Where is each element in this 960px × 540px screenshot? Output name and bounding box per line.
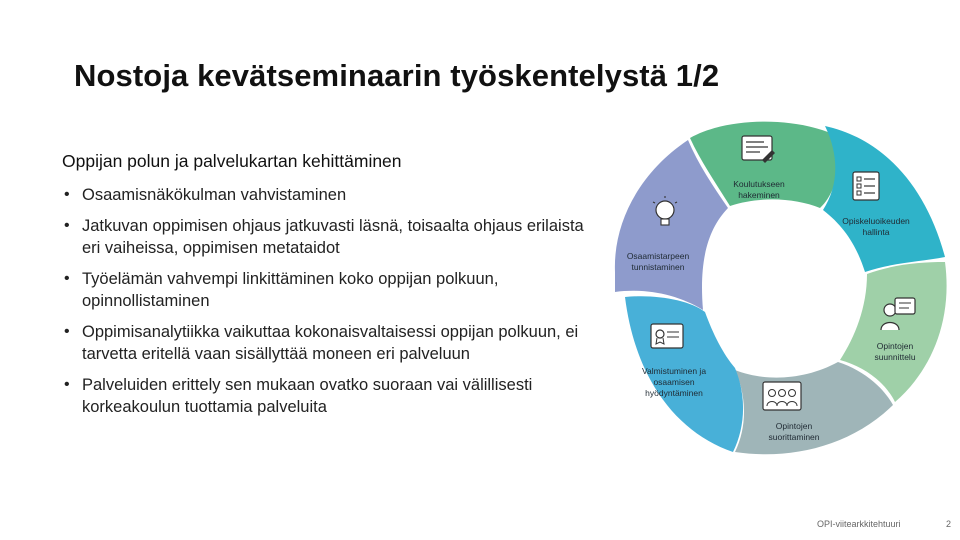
segment-label-line1: Opiskeluoikeuden [842, 216, 910, 226]
segment-label-line1: Osaamistarpeen [626, 251, 690, 261]
cycle-segment-graduation [625, 296, 743, 452]
slide-title: Nostoja kevätseminaarin työskentelystä 1/2 [74, 58, 720, 93]
segment-label-line2: osaamisen [653, 377, 695, 387]
bullet-item [62, 268, 602, 312]
cycle-segment-study-completion [735, 362, 893, 454]
footer-source: OPI-viitearkkitehtuuri [817, 519, 901, 529]
bullet-dot: • [64, 323, 70, 340]
bullet-item [62, 374, 602, 418]
segment-label-line2: suunnittelu [874, 352, 916, 362]
segment-label-line1: Koulutukseen [733, 179, 785, 189]
cycle-segment-study-right [823, 126, 945, 272]
bullet-dot: • [64, 270, 70, 287]
bullet-text: Oppimisanalytiikka vaikuttaa kokonaisvaltaisessi oppijan polkuun, ei tarvetta eritellä vaan sisällyttää moneen eri palveluun [82, 323, 579, 363]
segment-label-line2: tunnistaminen [631, 262, 685, 272]
bullet-item [62, 215, 602, 259]
bullet-text: Jatkuvan oppimisen ohjaus jatkuvasti läsnä, toisaalta ohjaus erilaista eri vaiheissa, oppimisen metataidot [82, 217, 584, 257]
checklist-icon [853, 172, 879, 200]
segment-label-line2: suorittaminen [768, 432, 820, 442]
bullet-text: Työelämän vahvempi linkittäminen koko oppijan polkuun, opinnollistaminen [82, 270, 499, 310]
group-study-icon [763, 382, 801, 410]
slide-subtitle: Oppijan polun ja palvelukartan kehittäminen [62, 151, 402, 171]
certificate-icon [651, 324, 683, 348]
bullet-dot: • [64, 186, 70, 203]
segment-label-line2: hallinta [862, 227, 890, 237]
bullet-text: Palveluiden erittely sen mukaan ovatko suoraan vai välillisesti korkeakoulun tuottamia palveluita [82, 376, 533, 416]
bullet-item [62, 184, 602, 206]
segment-label-line1: Valmistuminen ja [641, 366, 707, 376]
segment-label-line3: hyödyntäminen [645, 388, 703, 398]
application-form-icon [742, 136, 775, 163]
segment-shape [823, 126, 945, 272]
bullet-text: Osaamisnäkökulman vahvistaminen [82, 186, 347, 204]
segment-label-line1: Opintojen [775, 421, 813, 431]
page-number: 2 [946, 519, 952, 529]
bullet-item [62, 321, 602, 365]
bullet-dot: • [64, 217, 70, 234]
learner-path-cycle-diagram [595, 112, 960, 472]
bullet-dot: • [64, 376, 70, 393]
bullet-list [62, 184, 602, 427]
segment-label-line2: hakeminen [738, 190, 780, 200]
segment-label-line1: Opintojen [876, 341, 914, 351]
